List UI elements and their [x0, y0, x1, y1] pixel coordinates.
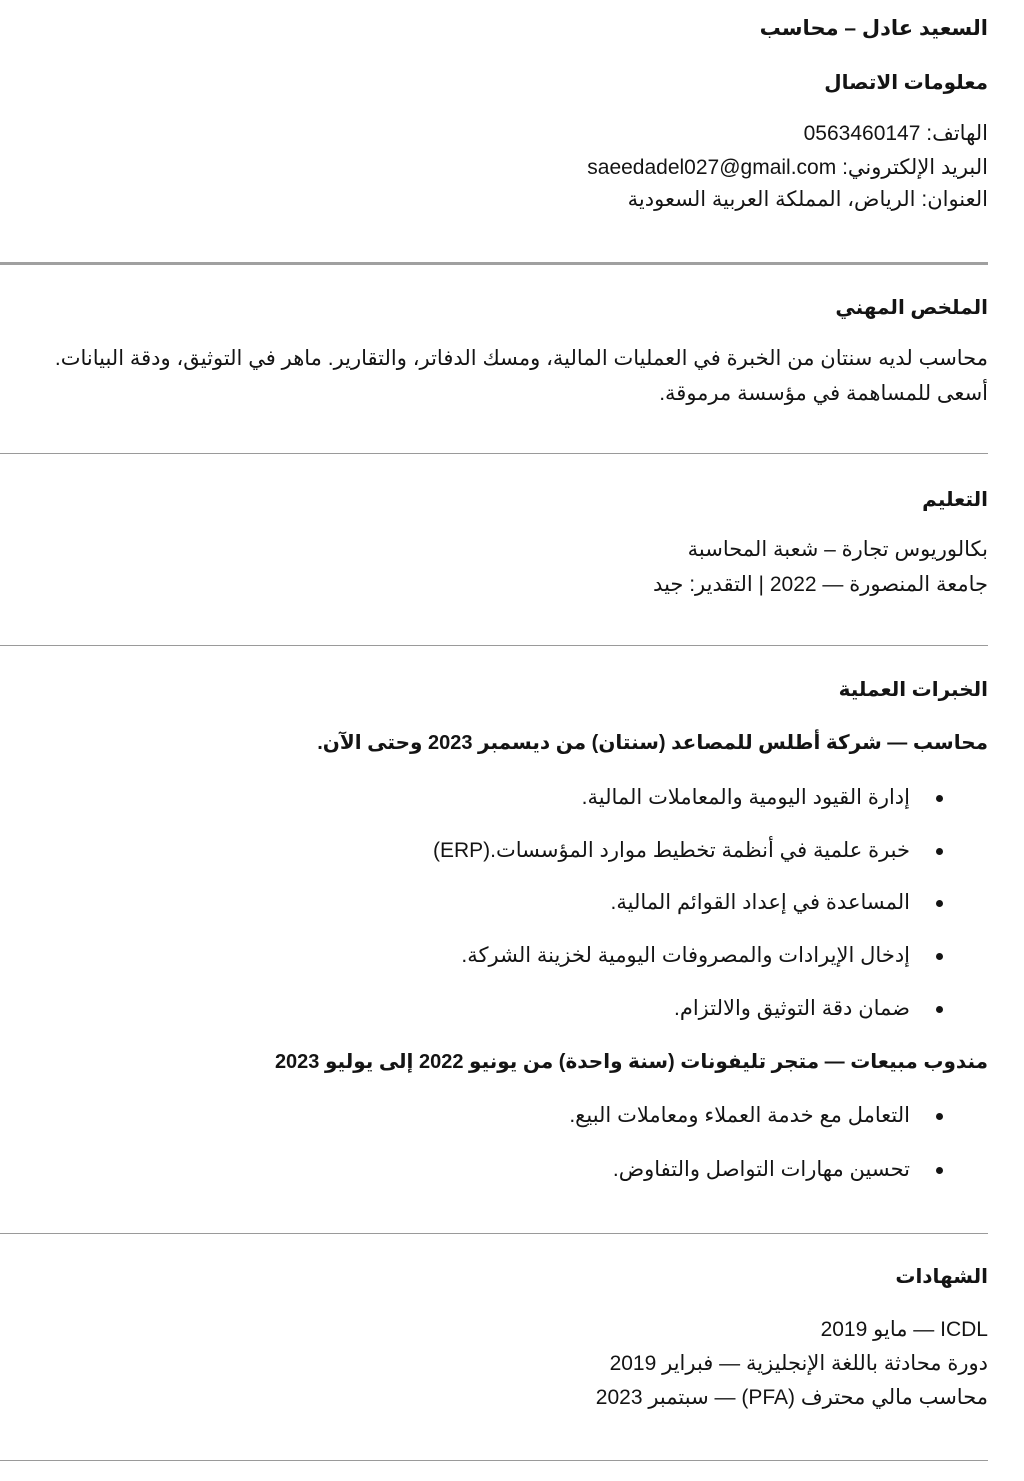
- email-label: البريد الإلكتروني:: [842, 156, 988, 179]
- bullet-icon: [936, 1006, 943, 1013]
- summary-text-line-1: محاسب لديه سنتان من الخبرة في العمليات المالية، ومسك الدفاتر، والتقارير. ماهر في التوثيق، ودقة البيانات.: [54, 347, 988, 370]
- address-value: الرياض، المملكة العربية السعودية: [627, 188, 916, 211]
- certificates-section-title: الشهادات: [895, 1266, 988, 1288]
- experience-section-title: الخبرات العملية: [838, 679, 988, 701]
- phone-label: الهاتف:: [926, 122, 988, 145]
- list-item-text: تحسين مهارات التواصل والتفاوض.: [612, 1158, 910, 1181]
- list-item-text: إدخال الإيرادات والمصروفات اليومية لخزينة الشركة.: [461, 944, 910, 967]
- section-divider: [0, 262, 988, 265]
- list-item: [0, 890, 988, 915]
- list-item: [0, 785, 988, 810]
- bullet-icon: [936, 953, 943, 960]
- section-divider: [0, 1460, 988, 1461]
- education-details: جامعة المنصورة — 2022 | التقدير: جيد: [653, 573, 988, 596]
- list-item: [0, 996, 988, 1021]
- section-divider: [0, 453, 988, 454]
- email-value: saeedadel027@gmail.com: [587, 156, 837, 179]
- certificate-item: دورة محادثة باللغة الإنجليزية — فبراير 2019: [609, 1352, 988, 1375]
- address-line: [0, 187, 988, 212]
- phone-value: 0563460147: [803, 122, 921, 145]
- address-label: العنوان:: [921, 188, 988, 211]
- bullet-icon: [936, 1167, 943, 1174]
- email-line: [0, 155, 988, 180]
- bullet-icon: [936, 900, 943, 907]
- list-item: [0, 838, 988, 863]
- list-item-text: ضمان دقة التوثيق والالتزام.: [673, 997, 910, 1020]
- phone-line: [0, 121, 988, 146]
- certificate-item: محاسب مالي محترف (PFA) — سبتمبر 2023: [595, 1386, 988, 1409]
- list-item-text: التعامل مع خدمة العملاء ومعاملات البيع.: [569, 1104, 910, 1127]
- education-section-title: التعليم: [922, 489, 988, 511]
- list-item: [0, 1103, 988, 1128]
- list-item: [0, 943, 988, 968]
- education-degree: بكالوريوس تجارة – شعبة المحاسبة: [687, 538, 988, 561]
- contact-section-title: معلومات الاتصال: [824, 72, 988, 94]
- list-item: [0, 1157, 988, 1182]
- list-item-text: المساعدة في إعداد القوائم المالية.: [610, 891, 910, 914]
- summary-section-title: الملخص المهني: [835, 297, 988, 319]
- summary-text-line-2: أسعى للمساهمة في مؤسسة مرموقة.: [659, 382, 988, 405]
- bullet-icon: [936, 1113, 943, 1120]
- job-heading: محاسب — شركة أطلس للمصاعد (سنتان) من ديسمبر 2023 وحتى الآن.: [317, 732, 988, 754]
- list-item-text: إدارة القيود اليومية والمعاملات المالية.: [581, 786, 910, 809]
- list-item-text: خبرة علمية في أنظمة تخطيط موارد المؤسسات.(ERP): [432, 839, 910, 862]
- job-heading: مندوب مبيعات — متجر تليفونات (سنة واحدة) من يونيو 2022 إلى يوليو 2023: [274, 1051, 988, 1073]
- resume-name-title: السعيد عادل – محاسب: [759, 17, 988, 40]
- section-divider: [0, 1233, 988, 1234]
- section-divider: [0, 645, 988, 646]
- bullet-icon: [936, 848, 943, 855]
- bullet-icon: [936, 795, 943, 802]
- certificate-item: ICDL — مايو 2019: [820, 1318, 988, 1341]
